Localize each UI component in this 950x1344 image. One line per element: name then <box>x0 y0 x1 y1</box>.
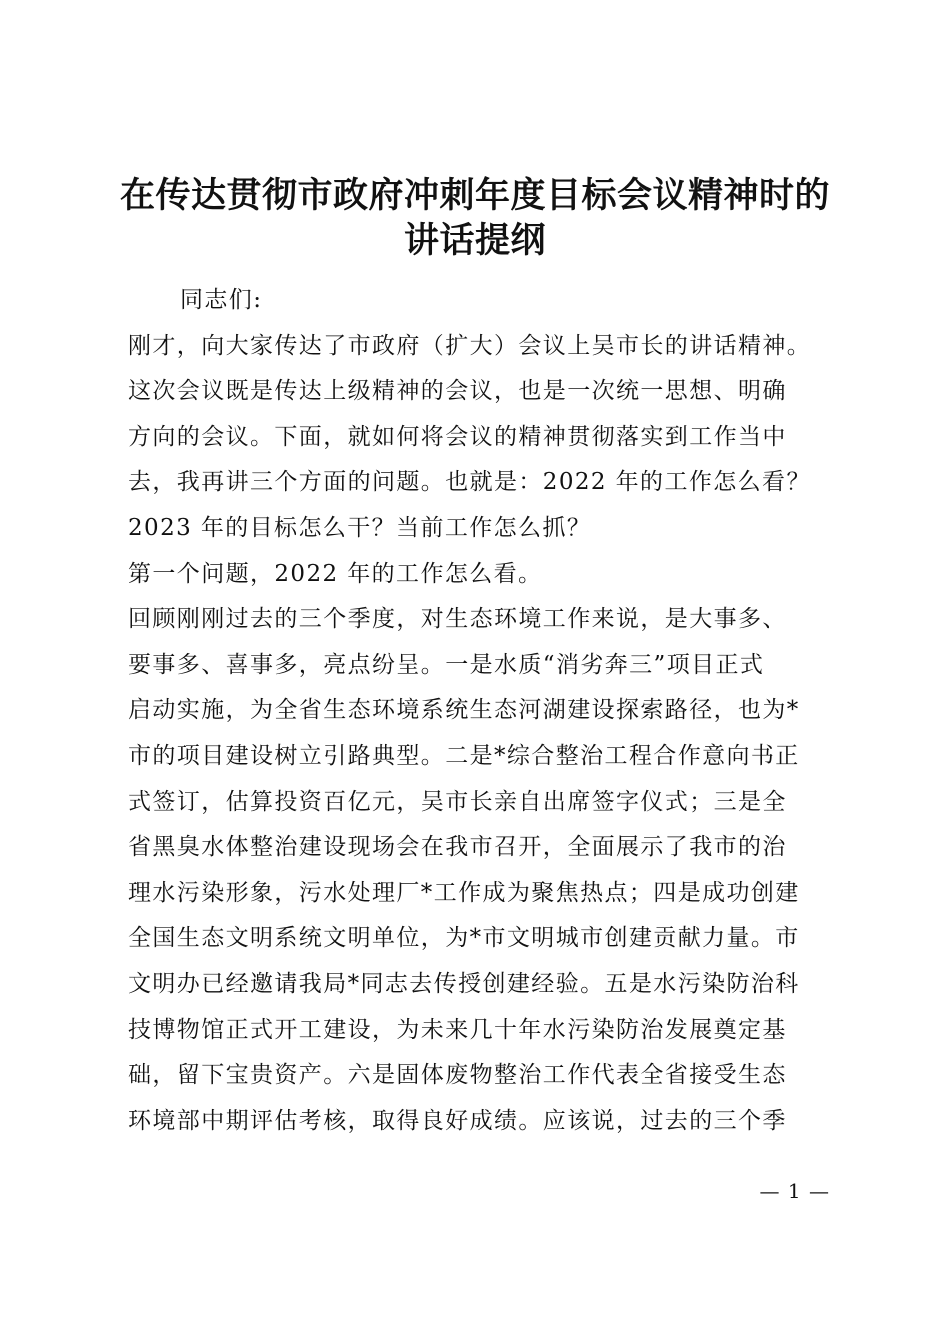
body-line: 省黑臭水体整治建设现场会在我市召开，全面展示了我市的治 <box>128 834 787 861</box>
document-body <box>128 278 843 1144</box>
body-line: 2023 年的目标怎么干？当前工作怎么抓？ <box>128 514 592 541</box>
document-title-line-1: 在传达贯彻市政府冲刺年度目标会议精神时的 <box>119 176 830 216</box>
body-line: 这次会议既是传达上级精神的会议，也是一次统一思想、明确 <box>128 378 787 405</box>
body-line: 文明办已经邀请我局*同志去传授创建经验。五是水污染防治科 <box>128 970 800 997</box>
body-line: 刚才，向大家传达了市政府（扩大）会议上吴市长的讲话精神。 <box>128 332 812 359</box>
body-line: 全国生态文明系统文明单位，为*市文明城市创建贡献力量。市 <box>128 925 800 952</box>
body-line: 技博物馆正式开工建设，为未来几十年水污染防治发展奠定基 <box>128 1016 787 1043</box>
page-number: — 1 — <box>759 1179 830 1203</box>
body-line: 回顾刚刚过去的三个季度，对生态环境工作来说，是大事多、 <box>128 606 787 633</box>
body-line: 要事多、喜事多，亮点纷呈。一是水质“消劣奔三”项目正式 <box>128 651 765 678</box>
body-line: 理水污染形象，污水处理厂*工作成为聚焦热点；四是成功创建 <box>128 879 800 906</box>
body-line: 市的项目建设树立引路典型。二是*综合整治工程合作意向书正 <box>128 742 800 769</box>
document-title-line-2: 讲话提纲 <box>403 221 546 261</box>
body-line: 方向的会议。下面，就如何将会议的精神贯彻落实到工作当中 <box>128 423 787 450</box>
body-line: 础，留下宝贵资产。六是固体废物整治工作代表全省接受生态 <box>128 1062 787 1089</box>
body-line: 去，我再讲三个方面的问题。也就是：2022 年的工作怎么看？ <box>128 469 811 496</box>
body-line: 启动实施，为全省生态环境系统生态河湖建设探索路径，也为* <box>128 697 800 724</box>
body-line: 式签订，估算投资百亿元，吴市长亲自出席签字仪式；三是全 <box>128 788 787 815</box>
body-line: 环境部中期评估考核，取得良好成绩。应该说，过去的三个季 <box>128 1107 787 1134</box>
greeting: 同志们: <box>180 287 263 313</box>
section-heading: 第一个问题，2022 年的工作怎么看。 <box>128 560 543 587</box>
